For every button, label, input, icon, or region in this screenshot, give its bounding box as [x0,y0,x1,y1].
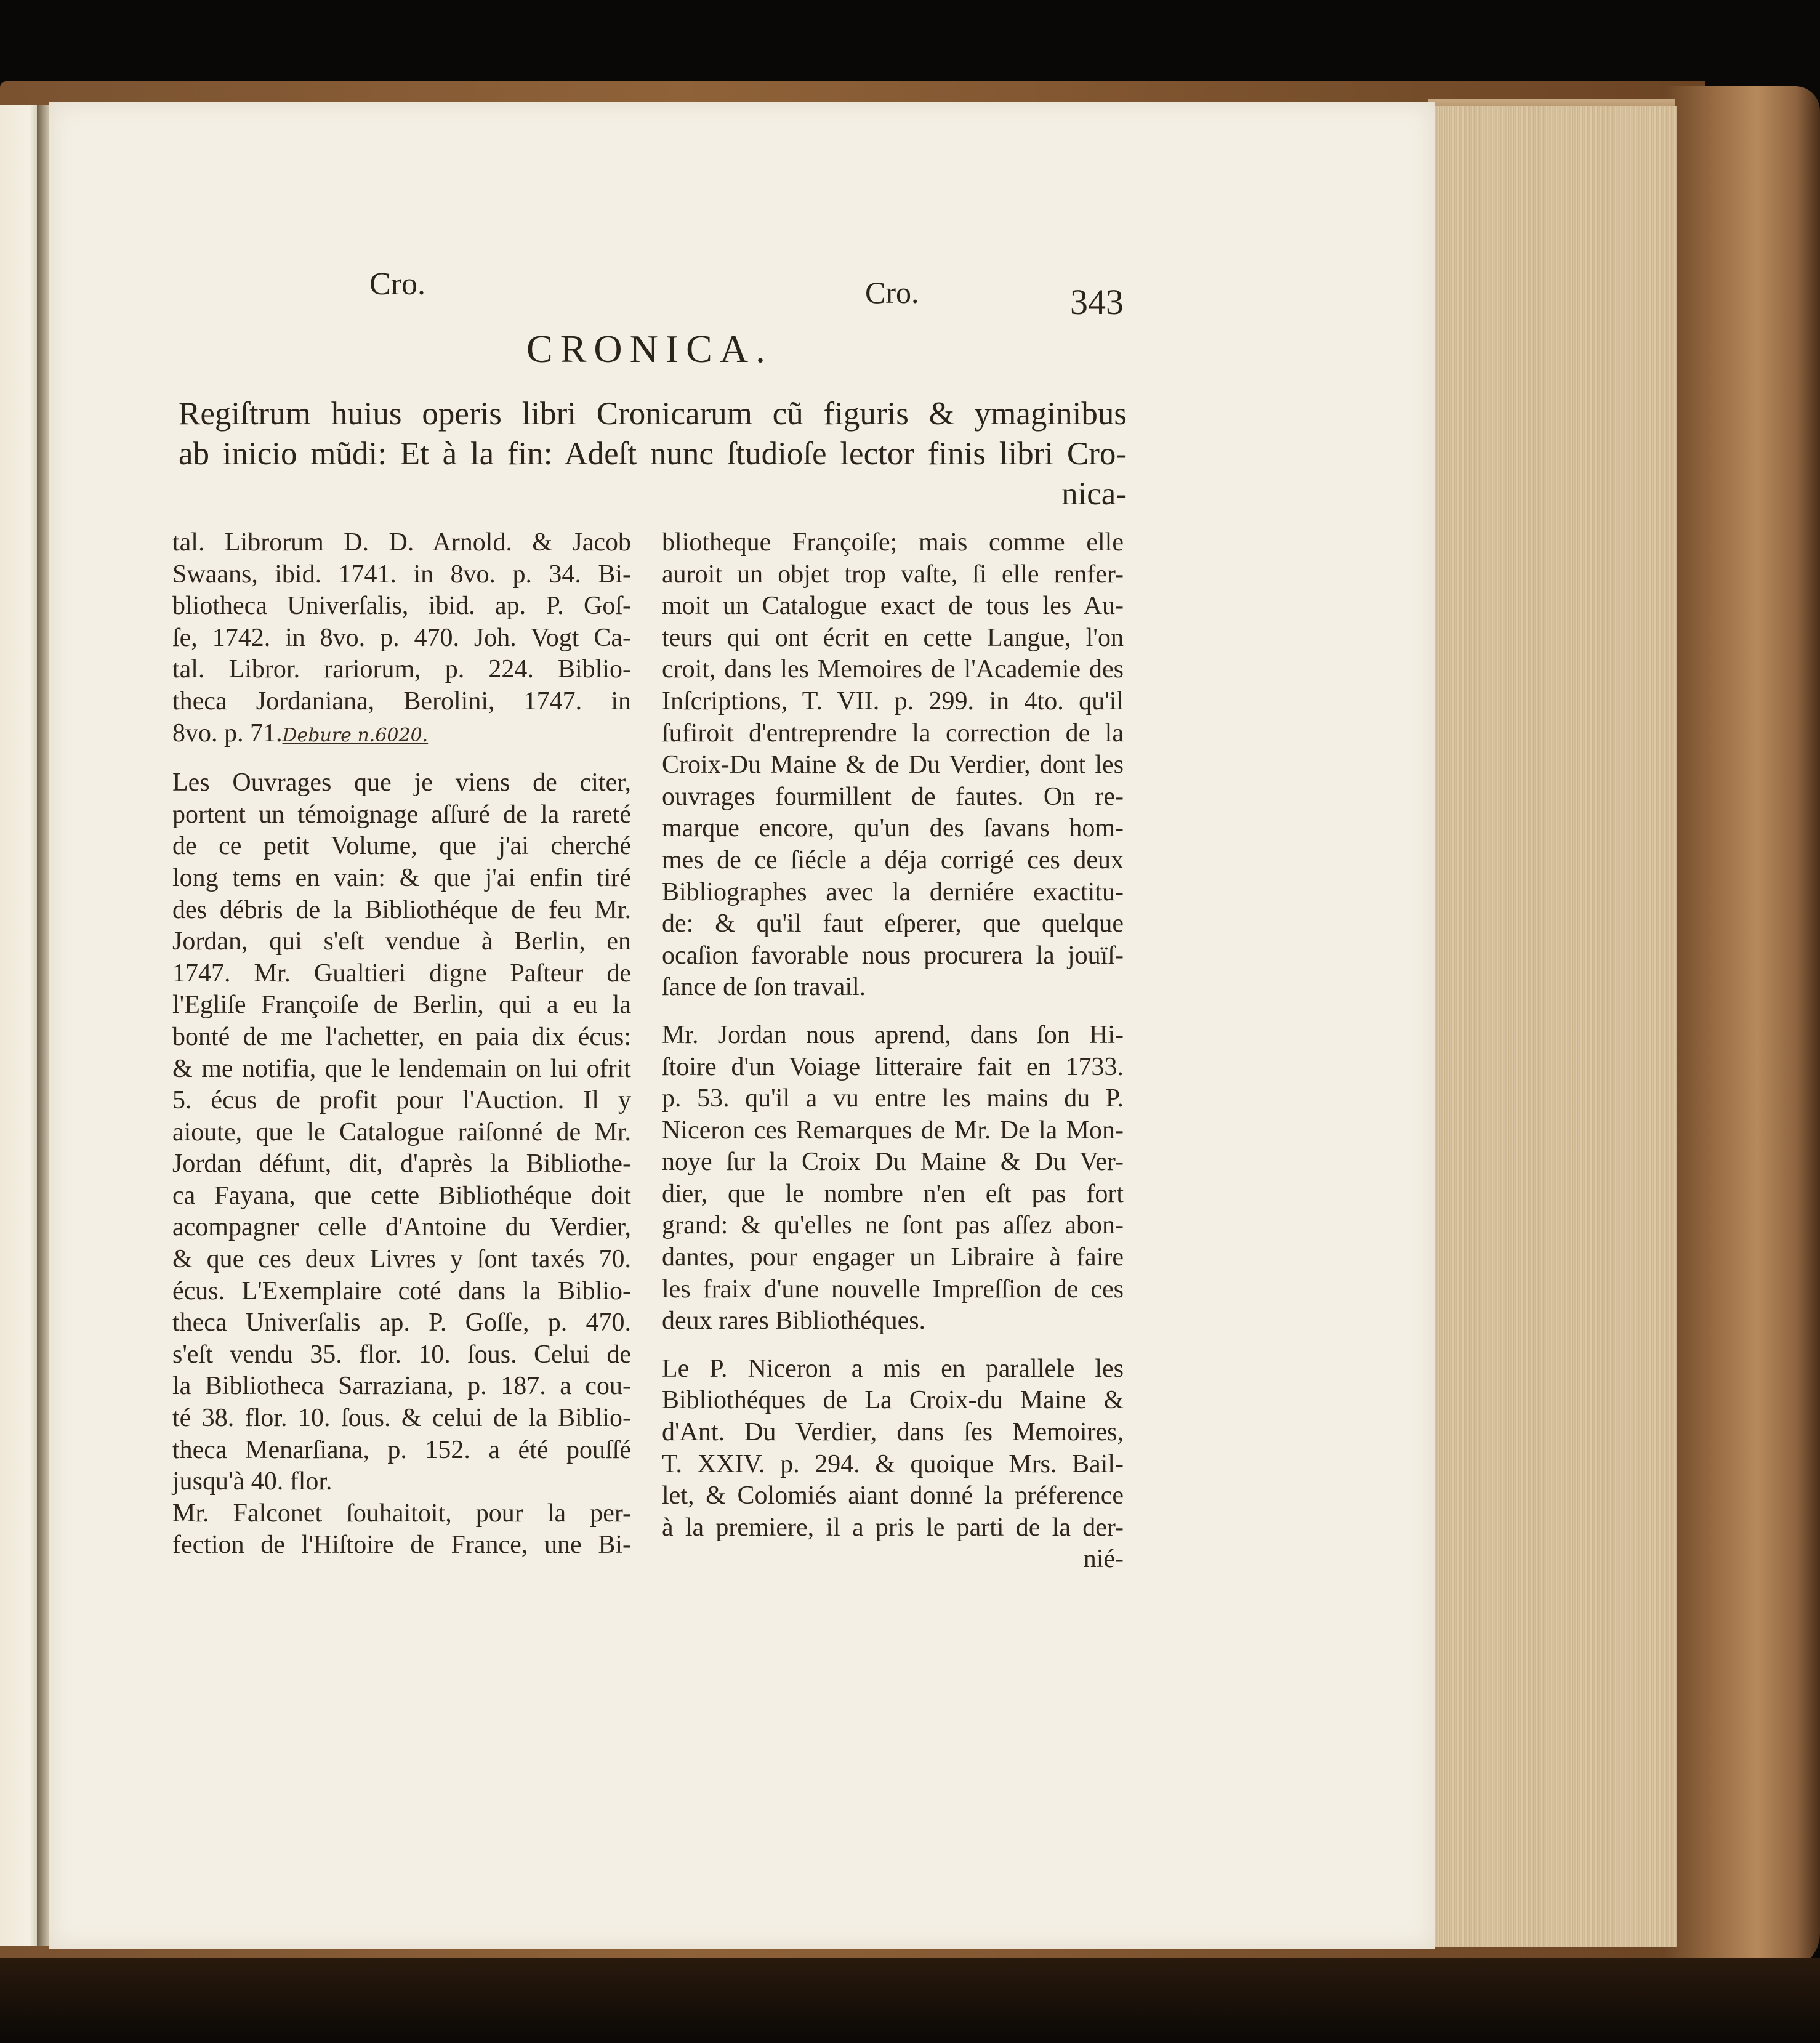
text-line: Les Ouvrages que je viens de citer, [172,768,631,797]
text-line: de ce petit Volume, que j'ai cherché [172,832,631,861]
text-line: ſe, 1742. in 8vo. p. 470. Joh. Vogt Ca- [172,623,631,652]
page-fore-edge [1428,106,1677,1947]
background-shadow [0,1958,1820,2043]
text-line: ouvrages fourmillent de fautes. On re- [662,782,1124,811]
text-line: l'Egliſe Françoiſe de Berlin, qui a eu la [172,991,631,1020]
text-line: Croix-Du Maine & de Du Verdier, dont les [662,751,1124,780]
text-line: marque encore, qu'un des ſavans hom- [662,814,1124,843]
text-line: Mr. Falconet ſouhaitoit, pour la per- [172,1499,631,1528]
text-line: croit, dans les Memoires de l'Academie des [662,655,1124,684]
right-column [662,527,1124,1576]
text-line: Bibliographes avec la derniére exactitu- [662,877,1124,906]
text-line: auroit un objet trop vaſte, ſi elle renfer- [662,560,1124,589]
text-line: ca Fayana, que cette Bibliothéque doit [172,1181,631,1210]
text-line: à la premiere, il a pris le parti de la der- [662,1513,1124,1542]
text-line: 8vo. p. 71. [172,719,283,747]
catchword: nié- [1083,1545,1124,1574]
text-line: Inſcriptions, T. VII. p. 299. in 4to. qu'il [662,687,1124,715]
paragraph-gap [662,1004,1124,1020]
text-line: fection de l'Hiſtoire de France, une Bi- [172,1531,631,1560]
handwritten-annotation: Debure n.6020. [282,724,429,746]
text-line: jusqu'à 40. flor. [172,1467,332,1496]
text-line: ocaſion favorable nous procurera la jouïſ- [662,941,1124,970]
text-line: T. XXIV. p. 294. & quoique Mrs. Bail- [662,1449,1124,1478]
text-line: Jordan, qui s'eſt vendue à Berlin, en [172,927,631,956]
text-line: écus. L'Exemplaire coté dans la Biblio- [172,1276,631,1305]
text-line: bliotheque Françoiſe; mais comme elle [662,528,1124,557]
running-head-center: Cro. [865,275,919,310]
register-line: nica- [1061,476,1127,512]
text-line: ſufiroit d'entreprendre la correction de la [662,719,1124,747]
text-line: Swaans, ibid. 1741. in 8vo. p. 34. Bi- [172,560,631,589]
text-line: noye ſur la Croix Du Maine & Du Ver- [662,1148,1124,1177]
text-line: & me notifia, que le lendemain on lui ofrit [172,1054,631,1083]
text-line: des débris de la Bibliothéque de feu Mr. [172,895,631,924]
left-column [172,527,631,1561]
text-line: 5. écus de profit pour l'Auction. Il y [172,1086,631,1115]
text-line: les fraix d'une nouvelle Impreſſion de ces [662,1275,1124,1304]
text-line: deux rares Bibliothéques. [662,1307,926,1336]
text-line: Mr. Jordan nous aprend, dans ſon Hi- [662,1020,1124,1049]
paragraph-gap [662,1337,1124,1353]
verso-page-edge [0,105,42,1946]
text-line: portent un témoignage aſſuré de la rareté [172,800,631,829]
text-line: tal. Libror. rariorum, p. 224. Biblio- [172,655,631,684]
text-line: grand: & qu'elles ne ſont pas aſſez abon- [662,1211,1124,1240]
text-line: Le P. Niceron a mis en parallele les [662,1354,1124,1383]
text-line-with-annotation [172,718,631,752]
text-line: d'Ant. Du Verdier, dans ſes Memoires, [662,1418,1124,1447]
text-line: ſtoire d'un Voiage litteraire fait en 1733. [662,1052,1124,1081]
text-line: tal. Librorum D. D. Arnold. & Jacob [172,528,631,557]
text-line: de: & qu'il faut eſperer, que quelque [662,909,1124,938]
text-line: 1747. Mr. Gualtieri digne Paſteur de [172,959,631,988]
text-line: mes de ce ſiécle a déja corrigé ces deux [662,845,1124,874]
text-line: p. 53. qu'il a vu entre les mains du P. [662,1084,1124,1113]
text-line: dier, que le nombre n'en eſt pas fort [662,1179,1124,1208]
register-line: ab inicio mũdi: Et à la fin: Adeſt nunc ſtudioſe lector finis libri Cro- [179,436,1127,472]
text-line: aioute, que le Catalogue raiſonné de Mr. [172,1118,631,1146]
text-line: bonté de me l'achetter, en paia dix écus: [172,1022,631,1051]
book-cover-spine-edge [1662,86,1820,1970]
register-line: Regiſtrum huius operis libri Cronicarum cũ figuris & ymaginibus [179,396,1127,432]
text-line: acompagner celle d'Antoine du Verdier, [172,1213,631,1242]
section-title: CRONICA. [526,327,773,371]
text-line: s'eſt vendu 35. flor. 10. ſous. Celui de [172,1340,631,1369]
text-line: moit un Catalogue exact de tous les Au- [662,592,1124,621]
text-line: Bibliothéques de La Croix-du Maine & [662,1386,1124,1415]
text-line: theca Menarſiana, p. 152. a été pouſſé [172,1435,631,1464]
text-line: té 38. flor. 10. ſous. & celui de la Biblio- [172,1404,631,1433]
text-line: theca Jordaniana, Berolini, 1747. in [172,687,631,715]
running-head-left: Cro. [369,267,425,302]
text-line: ſance de ſon travail. [662,973,866,1002]
page-number: 343 [1070,282,1124,322]
text-line: long tems en vain: & que j'ai enfin tiré [172,863,631,892]
text-line: teurs qui ont écrit en cette Langue, l'on [662,623,1124,652]
text-line: & que ces deux Livres y ſont taxés 70. [172,1245,631,1274]
text-line: bliotheca Univerſalis, ibid. ap. P. Goſ- [172,592,631,621]
text-line: theca Univerſalis ap. P. Goſſe, p. 470. [172,1308,631,1337]
register-block [179,394,1127,514]
text-line: la Bibliotheca Sarraziana, p. 187. a cou- [172,1372,631,1401]
text-line: Niceron ces Remarques de Mr. De la Mon- [662,1116,1124,1145]
text-line: Jordan défunt, dit, d'après la Bibliothe- [172,1150,631,1179]
text-line: dantes, pour engager un Libraire à faire [662,1243,1124,1272]
paragraph-gap [172,751,631,767]
text-line: let, & Colomiés aiant donné la préference [662,1481,1124,1510]
